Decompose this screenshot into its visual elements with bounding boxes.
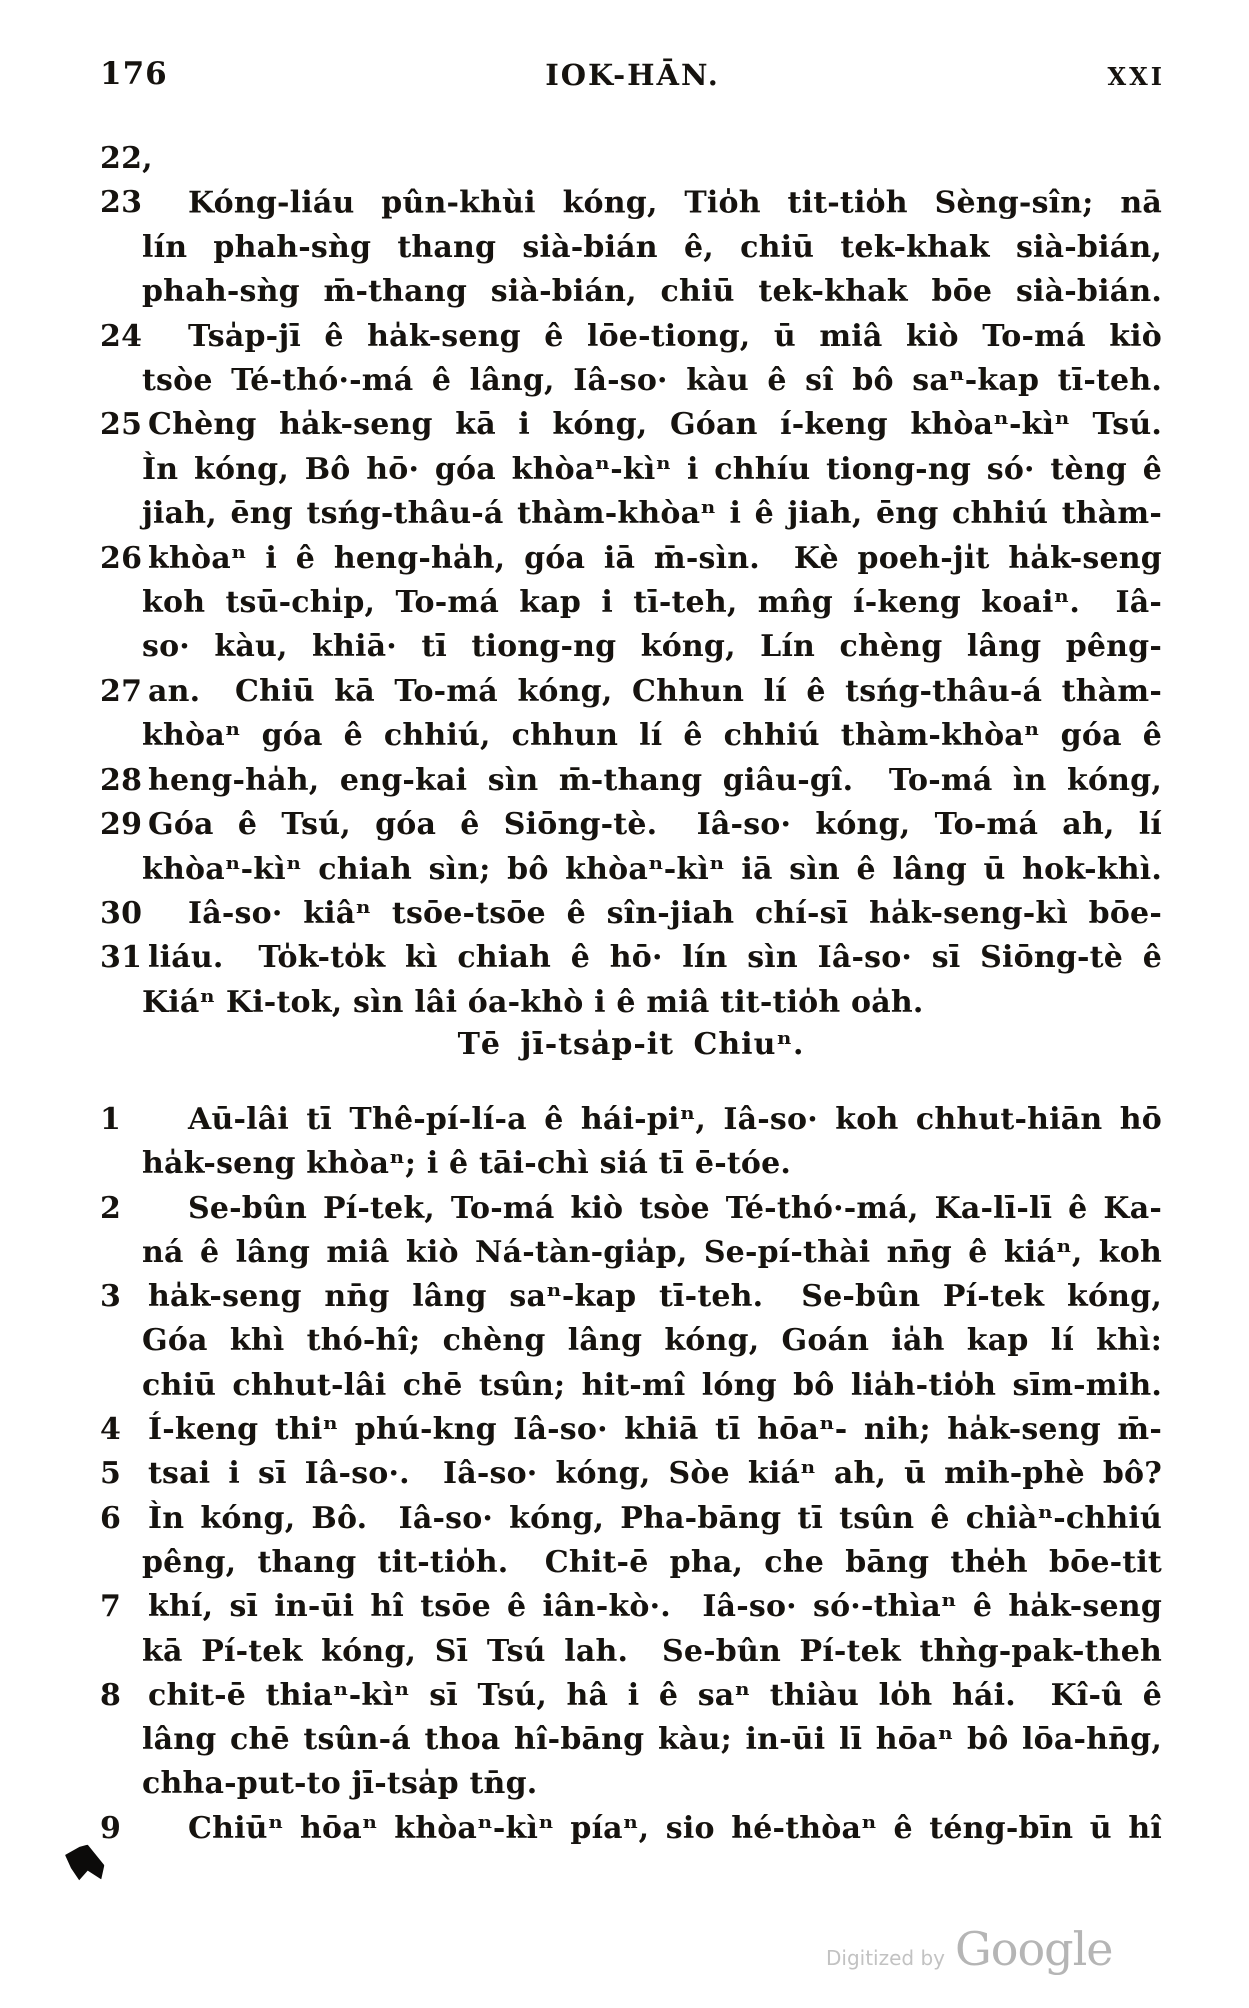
text-line [100,226,1162,270]
verse-number: 28 [100,762,143,798]
digitized-watermark [826,1922,1113,1976]
verse-text: Kiáⁿ Ki-tok, sìn lâi óa-khò i ê miâ tit-tio̍h oa̍h. [142,984,924,1020]
verse-text: koh tsū-chi̍p, To-má kap i tī-teh, mn̂g í-keng koaiⁿ. Iâ- [142,585,1162,621]
verse-text: Góa khì thó-hî; chèng lâng kóng, Goán ia̍h kap lí khì: [142,1323,1162,1359]
text-line [100,714,1162,758]
text-line [100,1585,1162,1629]
chapter-roman-numeral: XXI [1107,62,1165,91]
verse-text: lín phah-sǹg thang sià-bián ê, chiū tek-khak sià-bián, [142,229,1162,265]
verse-text: tsai i sī Iâ-so·. Iâ-so· kóng, Sòe kiáⁿ ah, ū mih-phè bô? [148,1456,1162,1492]
verse-text: pêng, thang tit-tio̍h. Chit-ē pha, che bāng the̍h bōe-tit [142,1544,1162,1580]
verse-number: 3 [100,1279,122,1315]
text-line [100,1231,1162,1275]
verse-text: kā Pí-tek kóng, Sī Tsú lah. Se-bûn Pí-tek thǹg-pak-theh [142,1633,1162,1669]
verse-text: Chiūⁿ hōaⁿ khòaⁿ-kìⁿ píaⁿ, sio hé-thòaⁿ ê téng-bīn ū hî [188,1810,1162,1846]
verse-text: Í-keng thiⁿ phú-kng Iâ-so· khiā tī hōaⁿ- nih; ha̍k-seng m̄- [148,1412,1162,1448]
text-line [100,581,1162,625]
text-line [100,1541,1162,1585]
text-line [100,1497,1162,1541]
text-line [100,759,1162,803]
verse-text: Tsa̍p-jī ê ha̍k-seng ê lōe-tiong, ū miâ kiò To-má kiò [188,318,1162,354]
verse-text: ha̍k-seng nn̄g lâng saⁿ-kap tī-teh. Se-bûn Pí-tek kóng, [148,1279,1162,1315]
verse-number: 31 [100,940,143,976]
chapter-21-text [100,1098,1162,1851]
text-line [100,1275,1162,1319]
verse-text: chiū chhut-lâi chē tsûn; hit-mî lóng bô lia̍h-tio̍h sīm-mih. [142,1367,1162,1403]
verse-number: 2 [100,1190,122,1226]
text-line [100,981,1162,1025]
verse-text: ha̍k-seng khòaⁿ; i ê tāi-chì siá tī ē-tóe. [142,1146,792,1182]
verse-text: phah-sǹg m̄-thang sià-bián, chiū tek-khak bōe sià-bián. [142,274,1162,310]
verse-text: Kóng-liáu pûn-khùi kóng, Tio̍h tit-tio̍h Sèng-sîn; nā [188,185,1162,221]
text-line [100,315,1162,359]
verse-text: jiah, ēng tsńg-thâu-á thàm-khòaⁿ i ê jiah, ēng chhiú thàm- [142,496,1162,532]
text-line [100,403,1162,447]
text-line [100,892,1162,936]
google-logo: Google [955,1922,1113,1976]
verse-number: 4 [100,1412,122,1448]
text-line [100,1762,1162,1806]
verse-text: tsòe Té-thó·-má ê lâng, Iâ-so· kàu ê sî bô saⁿ-kap tī-teh. [142,363,1162,399]
text-line [100,1098,1162,1142]
text-line [100,848,1162,892]
verse-number: 27 [100,673,143,709]
verse-text: khòaⁿ-kìⁿ chiah sìn; bô khòaⁿ-kìⁿ iā sìn ê lâng ū hok-khì. [142,851,1162,887]
text-line [100,625,1162,669]
text-line [100,359,1162,403]
verse-number: 7 [100,1589,122,1625]
verse-text: so· kàu, khiā· tī tiong-ng kóng, Lín chèng lâng pêng- [142,629,1162,665]
verse-number: 24 [100,318,143,354]
verse-number: 26 [100,540,143,576]
verse-text: Se-bûn Pí-tek, To-má kiò tsòe Té-thó·-má, Ka-lī-lī ê Ka- [188,1190,1162,1226]
text-line [100,537,1162,581]
verse-text: Chèng ha̍k-seng kā i kóng, Góan í-keng khòaⁿ-kìⁿ Tsú. [148,407,1162,443]
verse-text: chha-put-to jī-tsa̍p tn̄g. [142,1766,538,1802]
running-title: IOK-HĀN. [545,58,720,92]
verse-text: Iâ-so· kiâⁿ tsōe-tsōe ê sîn-jiah chí-sī ha̍k-seng-kì bōe- [188,895,1162,931]
text-line [100,1364,1162,1408]
verse-text: Góa ê Tsú, góa ê Siōng-tè. Iâ-so· kóng, To-má ah, lí [148,807,1162,843]
text-line [100,1807,1162,1851]
verse-number: 6 [100,1500,122,1536]
text-line [100,670,1162,714]
verse-number: 5 [100,1456,122,1492]
verse-number: 1 [100,1102,122,1137]
text-line [100,1319,1162,1363]
text-line [100,803,1162,847]
verse-number: 25 [100,407,143,443]
text-line [100,270,1162,314]
digitized-by-label: Digitized by [826,1946,945,1970]
verse-number: 22, 23 [100,141,153,221]
text-line [100,1142,1162,1186]
verse-text: Ìn kóng, Bô. Iâ-so· kóng, Pha-bāng tī tsûn ê chiàⁿ-chhiú [148,1500,1162,1536]
text-line [100,492,1162,536]
verse-text: chit-ē thiaⁿ-kìⁿ sī Tsú, hâ i ê saⁿ thiàu lo̍h hái. Kî-û ê [148,1677,1162,1713]
verse-number: 8 [100,1677,122,1713]
verse-text: khòaⁿ góa ê chhiú, chhun lí ê chhiú thàm-khòaⁿ góa ê [142,718,1162,754]
verse-number: 9 [100,1810,122,1846]
text-line [100,1452,1162,1496]
text-line [100,1408,1162,1452]
verse-text: Ìn kóng, Bô hō· góa khòaⁿ-kìⁿ i chhíu tiong-ng só· tèng ê [142,451,1162,487]
verse-text: lâng chē tsûn-á thoa hî-bāng kàu; in-ūi lī hōaⁿ bô lōa-hn̄g, [142,1722,1162,1758]
text-line [100,1630,1162,1674]
page-header [100,56,1165,96]
text-line [100,1187,1162,1231]
verse-text: an. Chiū kā To-má kóng, Chhun lí ê tsńg-thâu-á thàm- [148,673,1162,709]
verse-text: heng-ha̍h, eng-kai sìn m̄-thang giâu-gî. To-má ìn kóng, [148,762,1162,798]
page-number: 176 [100,56,168,92]
verse-text: khí, sī in-ūi hî tsōe ê iân-kò·. Iâ-so· só·-thìaⁿ ê ha̍k-seng [148,1589,1162,1625]
verse-number: 30 [100,895,143,931]
text-line [100,1674,1162,1718]
verse-text: liáu. To̍k-to̍k kì chiah ê hō· lín sìn Iâ-so· sī Siōng-tè ê [148,940,1162,976]
verse-text: Aū-lâi tī Thê-pí-lí-a ê hái-piⁿ, Iâ-so· koh chhut-hiān hō [188,1102,1162,1137]
chapter-heading: Tē jī-tsa̍p-it Chiuⁿ. [457,1027,805,1062]
text-line [100,1718,1162,1762]
text-line [100,936,1162,980]
chapter-20-text [100,137,1162,1025]
verse-number: 29 [100,807,143,843]
verse-text: khòaⁿ i ê heng-ha̍h, góa iā m̄-sìn. Kè poeh-ji̍t ha̍k-seng [148,540,1162,576]
text-line [100,448,1162,492]
text-line [100,137,1162,226]
verse-text: ná ê lâng miâ kiò Ná-tàn-gia̍p, Se-pí-thài nn̄g ê kiáⁿ, koh [142,1234,1162,1270]
